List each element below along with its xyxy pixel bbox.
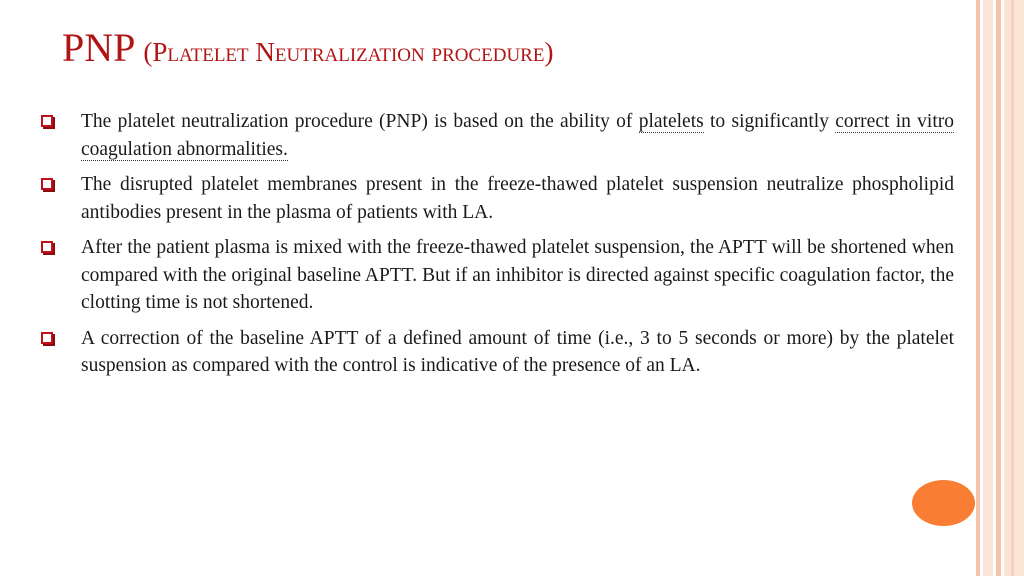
decorative-stripe: [976, 0, 980, 576]
bullet-list: [40, 108, 954, 388]
correct-coagulation-link[interactable]: correct in vitro coagulation abnormalities.: [81, 111, 954, 160]
bullet-item: [40, 234, 954, 317]
decorative-stripe: [1004, 0, 1024, 576]
decorative-stripe: [983, 0, 993, 576]
bullet-text: The disrupted platelet membranes present in the freeze-thawed platelet suspension neutralize phospholipid antibodies present in the plasma of patients with LA.: [81, 174, 954, 223]
checkbox-bullet-icon: [41, 115, 53, 127]
orange-circle-icon: [912, 480, 975, 526]
platelets-link[interactable]: platelets: [638, 111, 704, 132]
decorative-stripe: [996, 0, 1001, 576]
bullet-text: A correction of the baseline APTT of a defined amount of time (i.e., 3 to 5 seconds or more) by the platelet suspension as compared with the control is indicative of the presence of an LA.: [81, 327, 954, 376]
slide-title: [62, 25, 554, 70]
checkbox-bullet-icon: [41, 332, 53, 344]
bullet-item: [40, 171, 954, 226]
bullet-text: to significantly: [703, 111, 836, 132]
bullet-item: [40, 325, 954, 380]
checkbox-bullet-icon: [41, 241, 53, 253]
decorative-stripe: [1011, 0, 1014, 576]
bullet-text: The platelet neutralization procedure (PNP) is based on the ability of: [81, 111, 639, 132]
bullet-text: After the patient plasma is mixed with the freeze-thawed platelet suspension, the APTT will be shortened when compared with the original baseline APTT. But if an inhibitor is directed against specific coagulation factor, the clotting time is not shortened.: [81, 237, 954, 313]
title-subtitle: (Platelet Neutralization procedure): [143, 37, 554, 67]
bullet-item: [40, 108, 954, 163]
title-main: PNP: [62, 25, 136, 70]
checkbox-bullet-icon: [41, 178, 53, 190]
